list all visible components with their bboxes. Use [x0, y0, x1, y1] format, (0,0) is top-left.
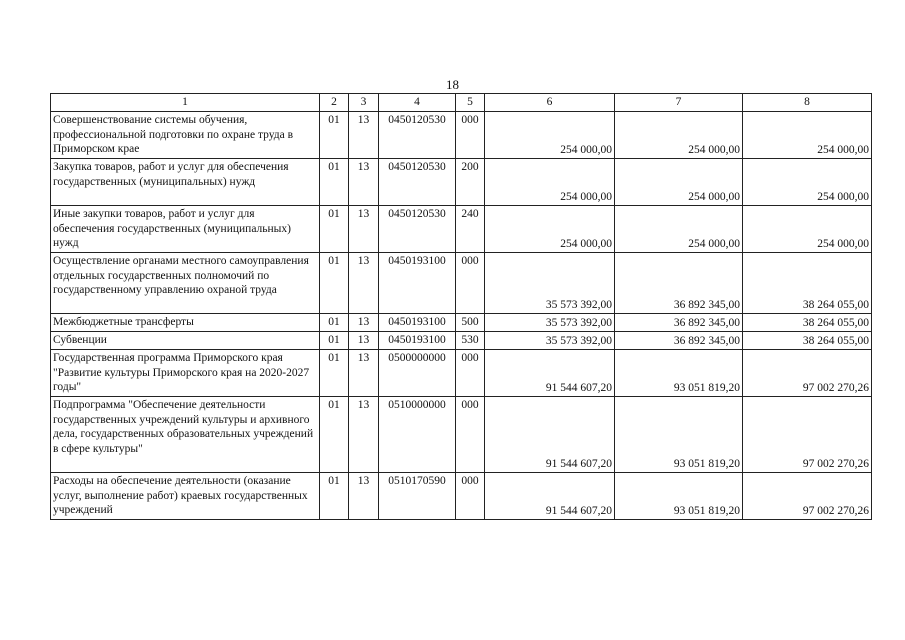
subsection-code: 13 — [349, 253, 379, 314]
expense-type-code: 000 — [456, 473, 485, 520]
target-article-code: 0450193100 — [379, 253, 456, 314]
amount-col7: 36 892 345,00 — [615, 314, 743, 332]
column-header: 8 — [743, 94, 872, 112]
row-name: Закупка товаров, работ и услуг для обеспечения государственных (муниципальных) нужд — [51, 159, 320, 206]
amount-col8: 38 264 055,00 — [743, 314, 872, 332]
section-code: 01 — [320, 112, 349, 159]
target-article-code: 0450120530 — [379, 112, 456, 159]
amount-col8: 254 000,00 — [743, 206, 872, 253]
amount-col6: 35 573 392,00 — [485, 332, 615, 350]
expense-type-code: 000 — [456, 350, 485, 397]
column-header: 5 — [456, 94, 485, 112]
section-code: 01 — [320, 397, 349, 473]
column-header: 1 — [51, 94, 320, 112]
row-name: Государственная программа Приморского края "Развитие культуры Приморского края на 2020-2027 годы" — [51, 350, 320, 397]
amount-col7: 93 051 819,20 — [615, 397, 743, 473]
amount-col8: 97 002 270,26 — [743, 473, 872, 520]
section-code: 01 — [320, 473, 349, 520]
row-name: Субвенции — [51, 332, 320, 350]
row-name: Межбюджетные трансферты — [51, 314, 320, 332]
target-article-code: 0510170590 — [379, 473, 456, 520]
budget-table — [50, 93, 872, 520]
expense-type-code: 240 — [456, 206, 485, 253]
subsection-code: 13 — [349, 314, 379, 332]
amount-col8: 254 000,00 — [743, 112, 872, 159]
row-name: Иные закупки товаров, работ и услуг для обеспечения государственных (муниципальных) нужд — [51, 206, 320, 253]
target-article-code: 0450120530 — [379, 159, 456, 206]
column-header: 7 — [615, 94, 743, 112]
amount-col7: 93 051 819,20 — [615, 473, 743, 520]
subsection-code: 13 — [349, 206, 379, 253]
target-article-code: 0510000000 — [379, 397, 456, 473]
table-row — [51, 397, 872, 473]
subsection-code: 13 — [349, 112, 379, 159]
amount-col7: 36 892 345,00 — [615, 332, 743, 350]
section-code: 01 — [320, 253, 349, 314]
row-name: Осуществление органами местного самоуправления отдельных государственных полномочий по государственному управлению охраной труда — [51, 253, 320, 314]
amount-col6: 91 544 607,20 — [485, 350, 615, 397]
table-row — [51, 314, 872, 332]
table-header-row — [51, 94, 872, 112]
amount-col6: 91 544 607,20 — [485, 473, 615, 520]
amount-col8: 38 264 055,00 — [743, 253, 872, 314]
table-row — [51, 473, 872, 520]
amount-col6: 35 573 392,00 — [485, 253, 615, 314]
table-row — [51, 253, 872, 314]
section-code: 01 — [320, 206, 349, 253]
amount-col7: 254 000,00 — [615, 159, 743, 206]
row-name: Совершенствование системы обучения, профессиональной подготовки по охране труда в Приморском крае — [51, 112, 320, 159]
amount-col8: 38 264 055,00 — [743, 332, 872, 350]
column-header: 6 — [485, 94, 615, 112]
section-code: 01 — [320, 159, 349, 206]
row-name: Подпрограмма "Обеспечение деятельности государственных учреждений культуры и архивного дела, государственных образовательных учреждений в сфере культуры" — [51, 397, 320, 473]
table-row — [51, 159, 872, 206]
amount-col6: 254 000,00 — [485, 159, 615, 206]
subsection-code: 13 — [349, 332, 379, 350]
section-code: 01 — [320, 350, 349, 397]
column-header: 2 — [320, 94, 349, 112]
target-article-code: 0500000000 — [379, 350, 456, 397]
amount-col7: 254 000,00 — [615, 206, 743, 253]
expense-type-code: 500 — [456, 314, 485, 332]
amount-col6: 254 000,00 — [485, 206, 615, 253]
expense-type-code: 000 — [456, 112, 485, 159]
amount-col8: 254 000,00 — [743, 159, 872, 206]
target-article-code: 0450120530 — [379, 206, 456, 253]
page-number: 18 — [446, 77, 459, 92]
table-row — [51, 206, 872, 253]
amount-col8: 97 002 270,26 — [743, 397, 872, 473]
subsection-code: 13 — [349, 159, 379, 206]
subsection-code: 13 — [349, 397, 379, 473]
expense-type-code: 000 — [456, 253, 485, 314]
target-article-code: 0450193100 — [379, 332, 456, 350]
amount-col8: 97 002 270,26 — [743, 350, 872, 397]
table-row — [51, 350, 872, 397]
amount-col7: 36 892 345,00 — [615, 253, 743, 314]
expense-type-code: 200 — [456, 159, 485, 206]
expense-type-code: 000 — [456, 397, 485, 473]
column-header: 3 — [349, 94, 379, 112]
expense-type-code: 530 — [456, 332, 485, 350]
section-code: 01 — [320, 314, 349, 332]
column-header: 4 — [379, 94, 456, 112]
subsection-code: 13 — [349, 350, 379, 397]
row-name: Расходы на обеспечение деятельности (оказание услуг, выполнение работ) краевых государственных учреждений — [51, 473, 320, 520]
amount-col6: 91 544 607,20 — [485, 397, 615, 473]
amount-col6: 35 573 392,00 — [485, 314, 615, 332]
amount-col7: 93 051 819,20 — [615, 350, 743, 397]
table-row — [51, 332, 872, 350]
table-row — [51, 112, 872, 159]
subsection-code: 13 — [349, 473, 379, 520]
section-code: 01 — [320, 332, 349, 350]
amount-col6: 254 000,00 — [485, 112, 615, 159]
target-article-code: 0450193100 — [379, 314, 456, 332]
amount-col7: 254 000,00 — [615, 112, 743, 159]
